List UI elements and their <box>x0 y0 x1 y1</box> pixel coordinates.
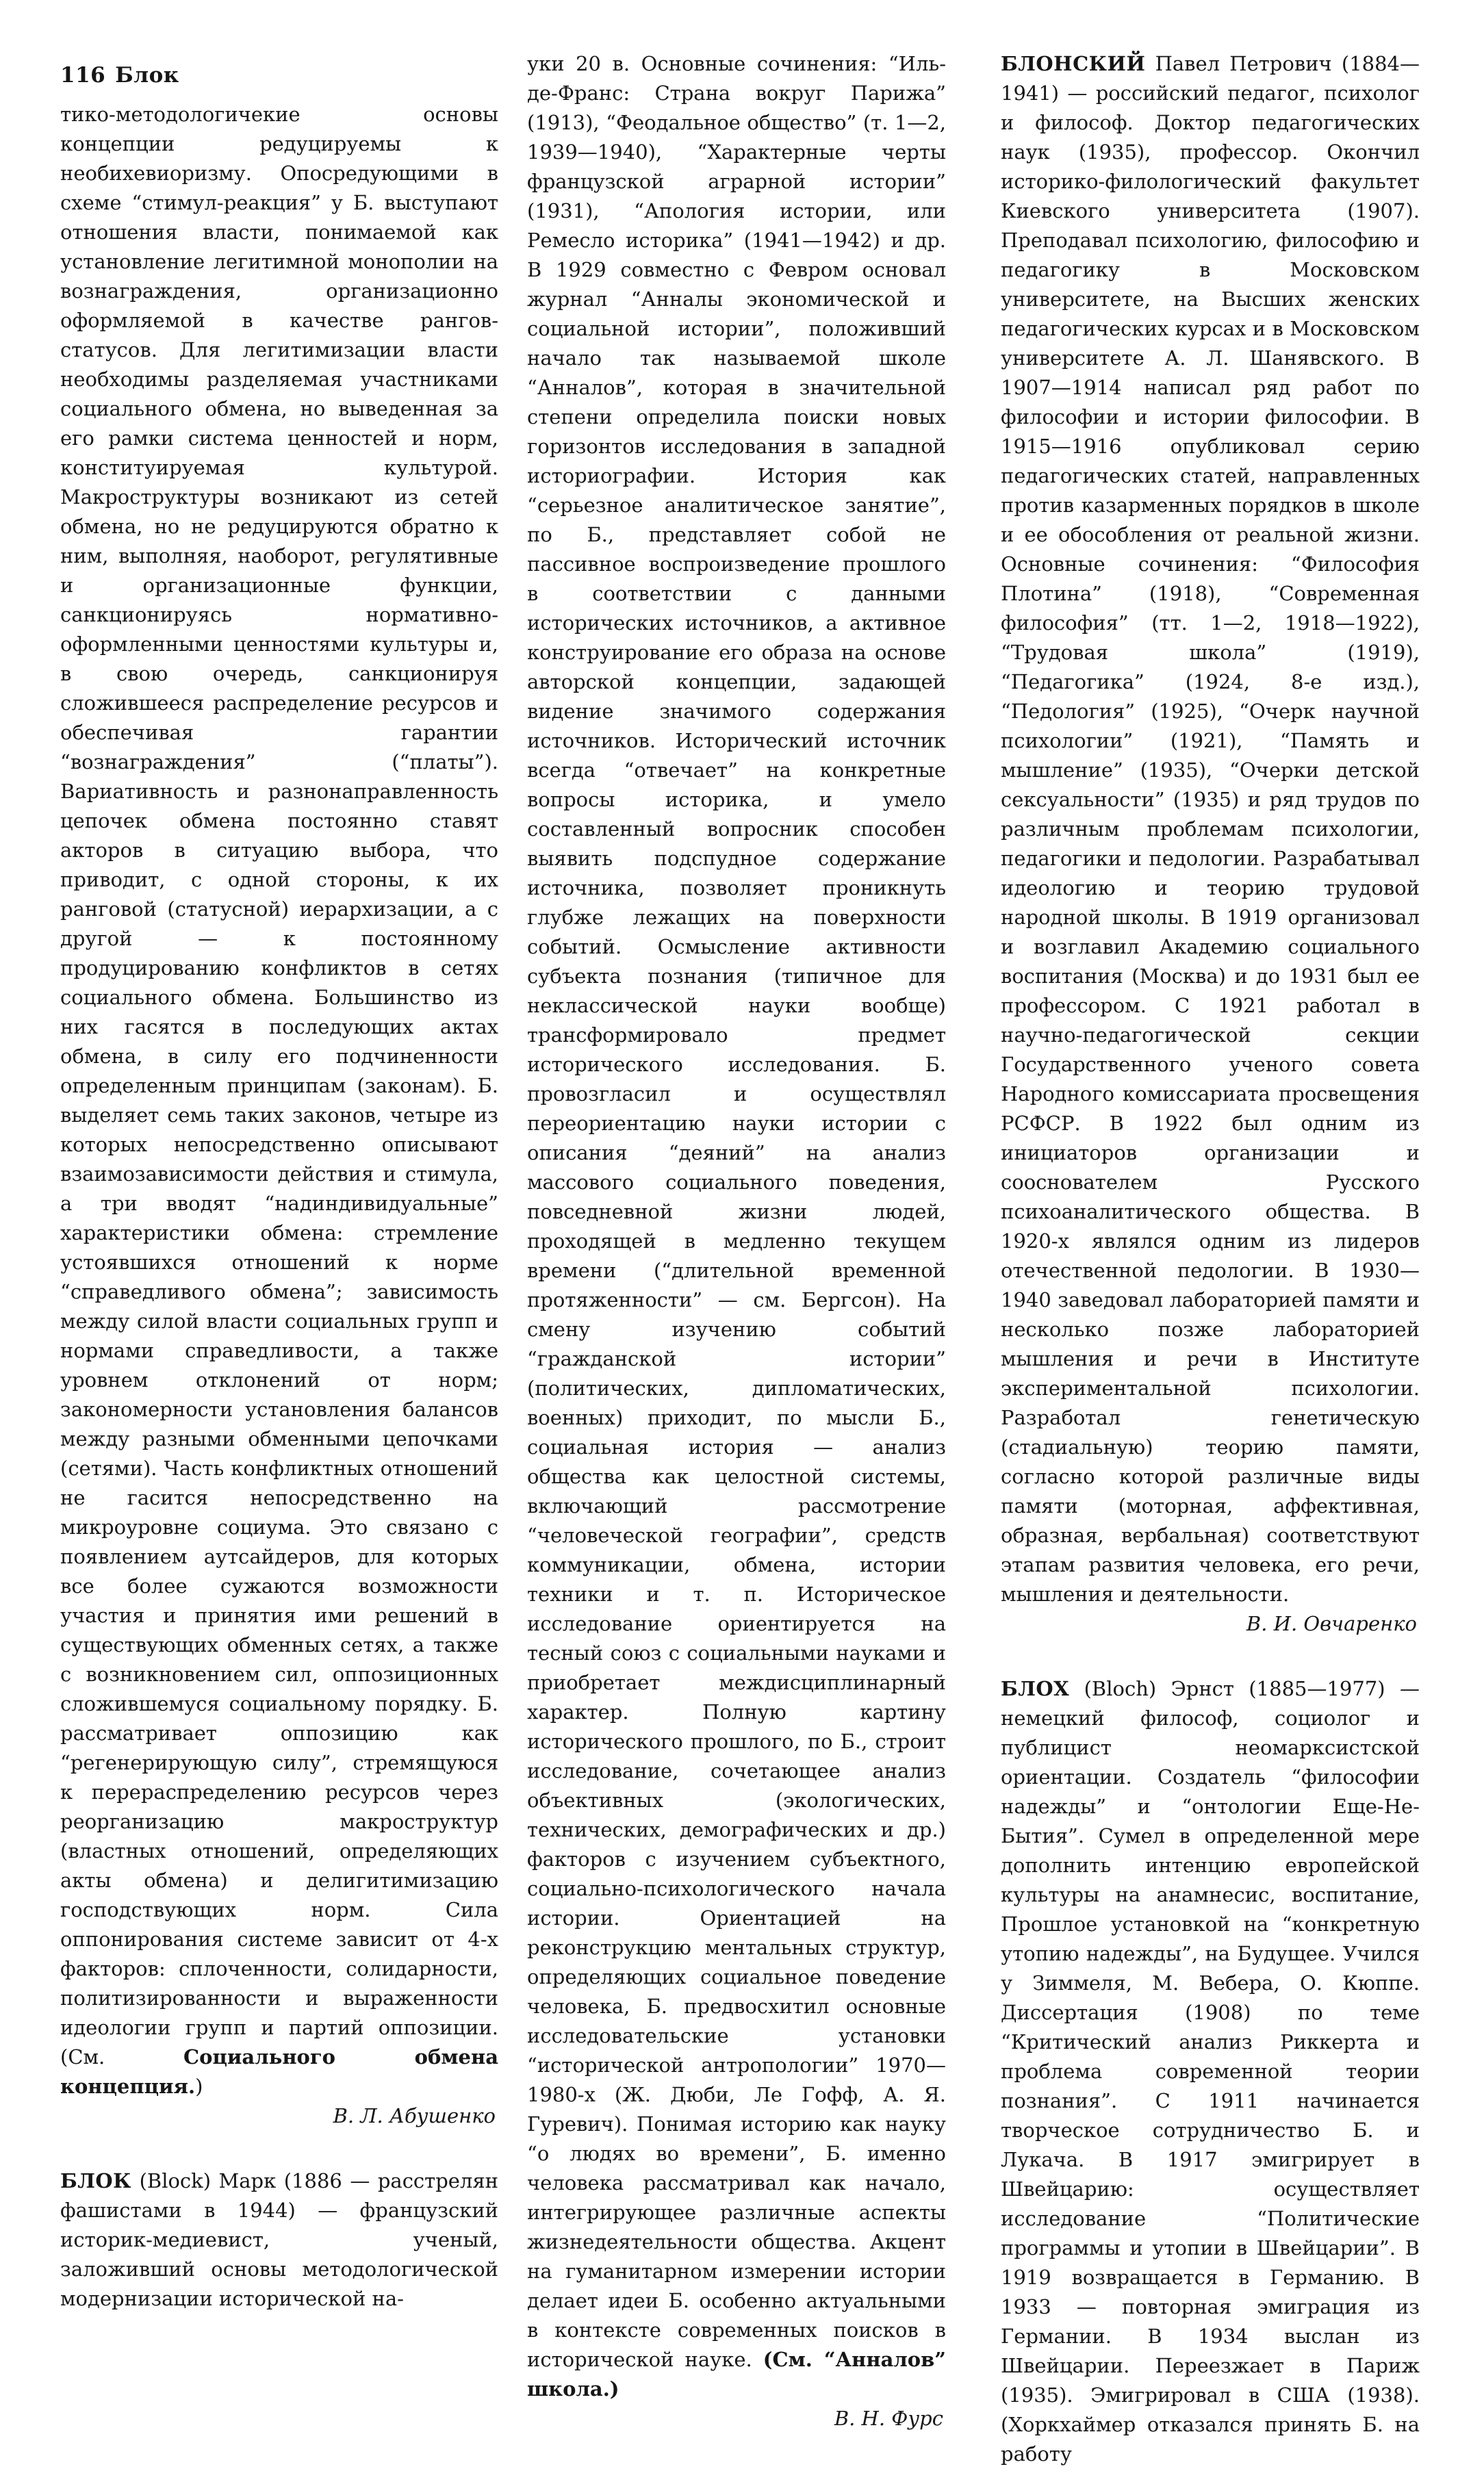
entry-text: (Bloch) Эрнст (1885—1977) — немецкий философ, социолог и публицист неомарксистской ориентации. Создатель “философии надежды” и “онтологии Еще-Не-Бытия”. Сумел в определенной мере дополнить интенцию европейской культуры на анамнесис, воспитание, Прошлое установкой на “конкретную утопию надежды”, на Будущее. Учился у Зиммеля, М. Вебера, О. Кюппе. Диссертация (1908) по теме “Критический анализ Риккерта и проблема современной теории познания”. С 1911 начинается творческое сотрудничество Б. и Лукача. В 1917 эмигрирует в Швейцарию: осуществляет исследование “Политические программы и утопии в Швейцарии”. В 1919 возвращается в Германию. В 1933 — повторная эмиграция из Германии. В 1934 выслан из Швейцарии. Переезжает в Париж (1935). Эмигрировал в США (1938). (Хоркхаймер отказался принять Б. на работу <box>1001 1677 1420 2466</box>
running-title: Блок <box>115 63 179 88</box>
entry-blonsky <box>1001 49 1420 1639</box>
entry-blok-continuation <box>527 49 946 2404</box>
entry-text: (Block) Марк (1886 — расстрелян фашистами в 1944) — французский историк-медиевист, ученый, заложивший основы методологической модернизации исторической на- <box>60 2169 498 2310</box>
article-continuation-text <box>60 100 498 2101</box>
cross-reference: (См. “Анналов” школа.) <box>527 2348 946 2401</box>
column-left <box>60 100 498 2314</box>
column-middle <box>527 49 946 2433</box>
continuation-body: тико-методологичекие основы концепции редуцируемы к необихевиоризму. Опосредующими в схеме “стимул-реакция” у Б. выступают отношения власти, понимаемой как установление легитимной монополии на вознаграждения, организационно оформляемой в качестве рангов-статусов. Для легитимизации власти необходимы разделяемая участниками социального обмена, но выведенная за его рамки система ценностей и норм, конституируемая культурой. Макроструктуры возникают из сетей обмена, но не редуцируются обратно к ним, выполняя, наоборот, регулятивные и организационные функции, санкционируясь нормативно-оформленными ценностями культуры и, в свою очередь, санкционируя сложившееся распределение ресурсов и обеспечивая гарантии “вознаграждения” (“платы”). Вариативность и разнонаправленность цепочек обмена постоянно ставят акторов в ситуацию выбора, что приводит, с одной стороны, к их ранговой (статусной) иерархизации, а с другой — к постоянному продуцированию конфликтов в сетях социального обмена. Большинство из них гасятся в последующих актах обмена, в силу его подчиненности определенным принципам (законам). Б. выделяет семь таких законов, четыре из которых непосредственно описывают взаимозависимости действия и стимула, а три вводят “надиндивидуальные” характеристики обмена: стремление устоявшихся отношений к норме “справедливого обмена”; зависимость между силой власти социальных групп и нормами справедливости, а также уровнем отклонений от норм; закономерности установления балансов между разными обменными цепочками (сетями). Часть конфликтных отношений не гасится непосредственно на микроуровне социума. Это связано с появлением аутсайдеров, для которых все более сужаются возможности участия и принятия ими решений в существующих обменных сетях, а также с возникновением сил, оппозиционных сложившемуся социальному порядку. Б. рассматривает оппозицию как “регенерирующую силу”, стремящуюся к перераспределению ресурсов через реорганизацию макроструктур (властных отношений, определяющих акты обмена) и делигитимизацию господствующих норм. Сила оппонирования системе зависит от 4-х факторов: сплоченности, солидарности, политизированности и выраженности идеологии групп и партий оппозиции. (См. <box>60 103 498 2069</box>
entry-headword: БЛОК <box>60 2169 132 2192</box>
page-number: 116 <box>60 63 106 88</box>
cross-reference: Социального обмена концепция. <box>60 2045 498 2098</box>
entry-headword: БЛОХ <box>1001 1677 1070 1700</box>
entry-text: уки 20 в. Основные сочинения: “Иль-де-Франс: Страна вокруг Парижа” (1913), “Феодальное общество” (т. 1—2, 1939—1940), “Характерные черты французской аграрной истории” (1931), “Апология истории, или Ремесло историка” (1941—1942) и др. В 1929 совместно с Февром основал журнал “Анналы экономической и социальной истории”, положивший начало так называемой школе “Анналов”, которая в значительной степени определила поиски новых горизонтов исследования в западной историографии. История как “серьезное аналитическое занятие”, по Б., представляет собой не пассивное воспроизведение прошлого в соответствии с данными исторических источников, а активное конструирование его образа на основе авторской концепции, задающей видение значимого содержания источников. Исторический источник всегда “отвечает” на конкретные вопросы историка, и умело составленный вопросник способен выявить подспудное содержание источника, позволяет проникнуть глубже лежащих на поверхности событий. Осмысление активности субъекта познания (типичное для неклассической науки вообще) трансформировало предмет исторического исследования. Б. провозгласил и осуществлял переориентацию науки истории с описания “деяний” на анализ массового социального поведения, повседневной жизни людей, проходящей в медленно текущем времени (“длительной временной протяженности” — см. Бергсон). На смену изучению событий “гражданской истории” (политических, дипломатических, военных) приходит, по мысли Б., социальная история — анализ общества как целостной системы, включающий рассмотрение “человеческой географии”, средств коммуникации, обмена, истории техники и т. п. Историческое исследование ориентируется на тесный союз с социальными науками и приобретает междисциплинарный характер. Полную картину исторического прошлого, по Б., строит исследование, сочетающее анализ объективных (экологических, технических, демографических и др.) факторов с изучением субъектного, социально-психологического начала истории. Ориентацией на реконструкцию ментальных структур, определяющих социальное поведение человека, Б. предвосхитил основные исследовательские установки “исторической антропологии” 1970—1980-х (Ж. Дюби, Ле Гофф, А. Я. Гуревич). Понимая историю как науку “о людях во времени”, Б. именно человека рассматривал как начало, интегрирующее различные аспекты жизнедеятельности общества. Акцент на гуманитарном измерении истории делает идеи Б. особенно актуальными в контексте современных поисков в исторической науке. <box>527 52 946 2371</box>
entry-bloch <box>1001 1674 1420 2469</box>
cross-reference-close: ) <box>195 2075 203 2098</box>
entry-headword: БЛОНСКИЙ <box>1001 52 1146 75</box>
article-author: В. И. Овчаренко <box>1246 1612 1417 1635</box>
entry-blok <box>60 2166 498 2314</box>
article-author: В. Н. Фурс <box>834 2407 943 2430</box>
article-author: В. Л. Абушенко <box>333 2104 496 2127</box>
column-right <box>1001 49 1420 2469</box>
entry-text: Павел Петрович (1884—1941) — российский педагог, психолог и философ. Доктор педагогических наук (1935), профессор. Окончил историко-филологический факультет Киевского университета (1907). Преподавал психологию, философию и педагогику в Московском университете, на Высших женских педагогических курсах и в Московском университете А. Л. Шанявского. В 1907—1914 написал ряд работ по философии и истории философии. В 1915—1916 опубликовал серию педагогических статей, направленных против казарменных порядков в школе и ее обособления от реальной жизни. Основные сочинения: “Философия Плотина” (1918), “Современная философия” (тт. 1—2, 1918—1922), “Трудовая школа” (1919), “Педагогика” (1924, 8-е изд.), “Педология” (1925), “Очерк научной психологии” (1921), “Память и мышление” (1935), “Очерки детской сексуальности” (1935) и ряд трудов по различным проблемам психологии, педагогики и педологии. Разрабатывал идеологию и теорию трудовой народной школы. В 1919 организовал и возглавил Академию социального воспитания (Москва) и до 1931 был ее профессором. С 1921 работал в научно-педагогической секции Государственного ученого совета Народного комиссариата просвещения РСФСР. В 1922 был одним из инициаторов организации и сооснователем Русского психоаналитического общества. В 1920-х являлся одним из лидеров отечественной педологии. В 1930—1940 заведовал лабораторией памяти и несколько позже лабораторией мышления и речи в Институте экспериментальной психологии. Разработал генетическую (стадиальную) теорию памяти, согласно которой различные виды памяти (моторная, аффективная, образная, вербальная) соответствуют этапам развития человека, его речи, мышления и деятельности. <box>1001 52 1420 1606</box>
running-header <box>60 63 179 88</box>
